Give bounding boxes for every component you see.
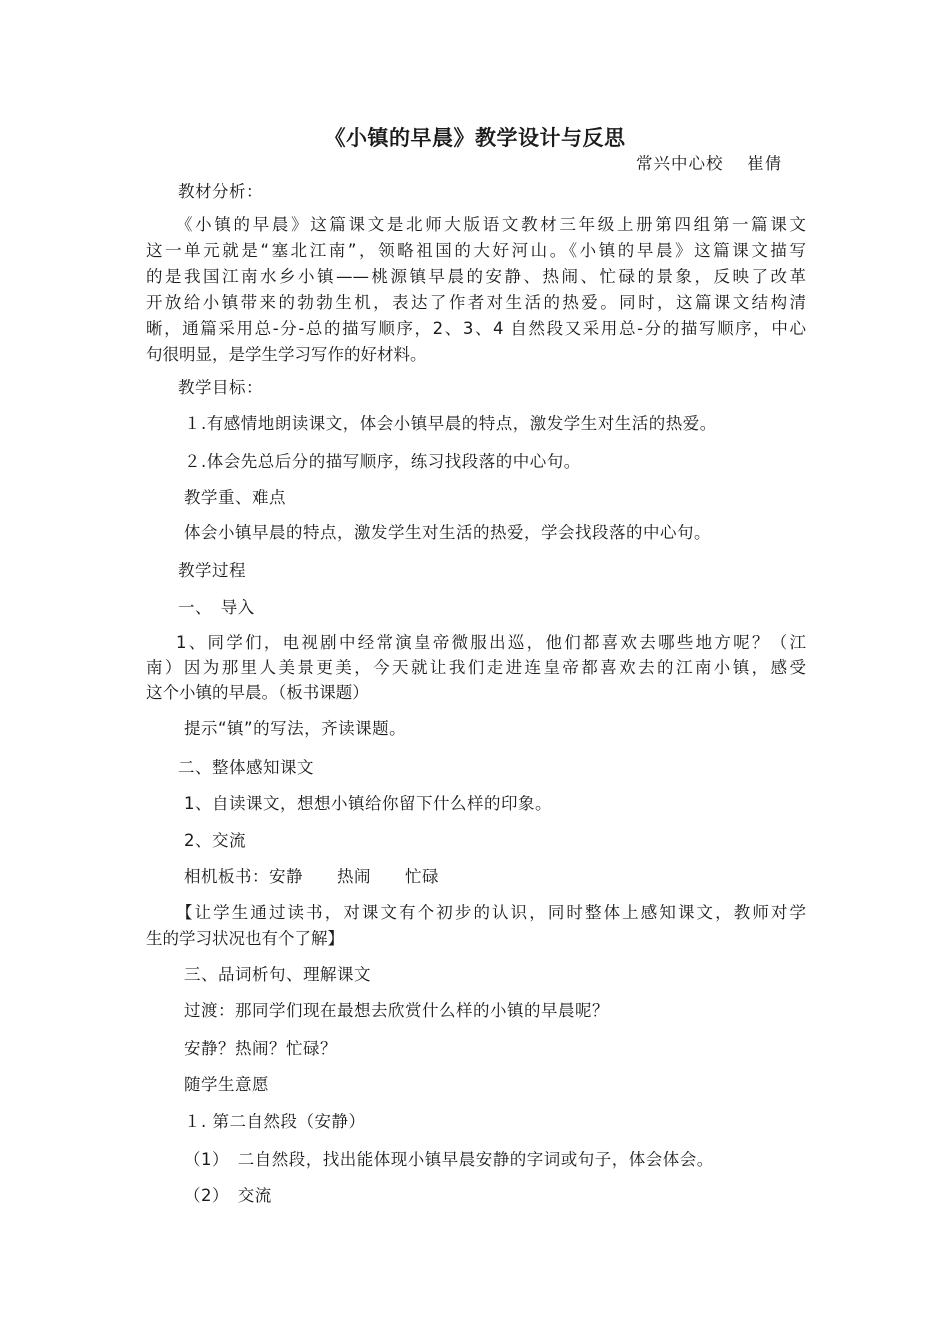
- paragraph-line: 《小镇的早晨》这篇课文是北师大版语文教材三年级上册第四组第一篇课文: [176, 215, 806, 234]
- step-heading: 二、整体感知课文: [178, 758, 314, 777]
- paragraph-line: 这个小镇的早晨。（板书课题）: [146, 683, 369, 702]
- step-item: 1、自读课文，想想小镇给你留下什么样的印象。: [184, 794, 552, 813]
- sub-step-heading: １. 第二自然段（安静）: [184, 1112, 366, 1131]
- paragraph-line: 开放给小镇带来的勃勃生机，表达了作者对生活的热爱。同时，这篇课文结构清: [146, 293, 806, 312]
- section-heading-key-points: 教学重、难点: [184, 488, 286, 507]
- document-title: 《小镇的早晨》教学设计与反思: [324, 126, 626, 150]
- paragraph-line: 句很明显，是学生学习写作的好材料。: [146, 345, 427, 364]
- note-line: 生的学习状况也有个了解】: [146, 929, 344, 948]
- board-notes: 相机板书：安静 热闹 忙碌: [184, 867, 439, 886]
- sub-step-item: （1） 二自然段，找出能体现小镇早晨安静的字词或句子，体会体会。: [184, 1150, 714, 1169]
- sub-step-item: （2） 交流: [184, 1186, 272, 1205]
- step-item: 2、交流: [184, 831, 246, 850]
- transition-text: 过渡：那同学们现在最想去欣赏什么样的小镇的早晨呢？: [184, 1001, 609, 1020]
- tip-text: 提示“镇”的写法，齐读课题。: [184, 719, 407, 738]
- key-points-text: 体会小镇早晨的特点，激发学生对生活的热爱，学会找段落的中心句。: [184, 523, 711, 542]
- section-heading-process: 教学过程: [178, 561, 246, 580]
- paragraph-line: 这一单元就是“塞北江南”，领略祖国的大好河山。《小镇的早晨》这篇课文描写: [146, 241, 806, 260]
- follow-text: 随学生意愿: [184, 1075, 269, 1094]
- paragraph-line: 南）因为那里人美景更美，今天就让我们走进连皇帝都喜欢去的江南小镇，感受: [146, 658, 806, 677]
- author-line: 常兴中心校 崔倩: [636, 154, 783, 173]
- goal-item: １.有感情地朗读课文，体会小镇早晨的特点，激发学生对生活的热爱。: [184, 414, 717, 433]
- note-line: 【让学生通过读书，对课文有个初步的认识，同时整体上感知课文，教师对学: [176, 903, 806, 922]
- paragraph-line: 的是我国江南水乡小镇——桃源镇早晨的安静、热闹、忙碌的景象，反映了改革: [146, 267, 806, 286]
- options-text: 安静？热闹？忙碌？: [184, 1039, 337, 1058]
- paragraph-line: 1、同学们，电视剧中经常演皇帝微服出巡，他们都喜欢去哪些地方呢？（江: [176, 633, 806, 652]
- paragraph-line: 晰，通篇采用总-分-总的描写顺序，2、3、4 自然段又采用总-分的描写顺序，中心: [146, 319, 806, 338]
- section-heading-analysis: 教材分析：: [178, 182, 263, 201]
- goal-item: ２.体会先总后分的描写顺序，练习找段落的中心句。: [184, 452, 581, 471]
- step-heading: 一、 导入: [178, 598, 255, 617]
- step-heading: 三、品词析句、理解课文: [184, 965, 371, 984]
- section-heading-goals: 教学目标：: [178, 378, 263, 397]
